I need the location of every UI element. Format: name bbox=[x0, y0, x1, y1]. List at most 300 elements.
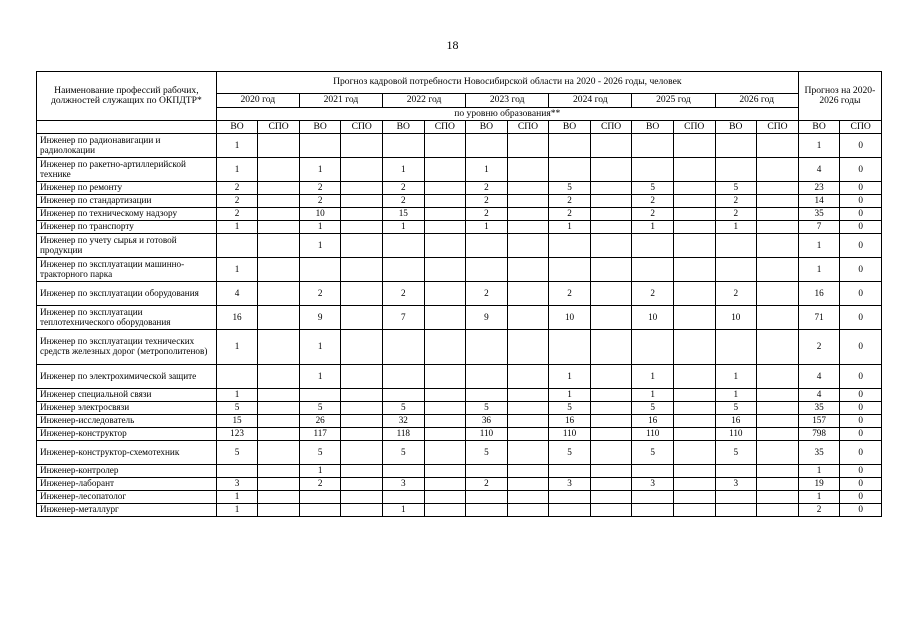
value-cell: 1 bbox=[299, 221, 341, 234]
header-level: ВО bbox=[216, 121, 258, 134]
value-cell: 1 bbox=[466, 158, 508, 182]
value-cell bbox=[466, 365, 508, 389]
value-cell bbox=[341, 478, 383, 491]
value-cell: 10 bbox=[299, 208, 341, 221]
table-row bbox=[37, 282, 882, 306]
value-cell: 2 bbox=[715, 195, 757, 208]
value-cell: 2 bbox=[715, 282, 757, 306]
value-cell bbox=[507, 402, 549, 415]
value-cell: 1 bbox=[715, 221, 757, 234]
value-cell: 2 bbox=[383, 282, 425, 306]
table-row bbox=[37, 365, 882, 389]
value-cell: 2 bbox=[299, 182, 341, 195]
profession-name: Инженер по транспорту bbox=[37, 221, 217, 234]
value-cell bbox=[258, 221, 300, 234]
value-cell bbox=[424, 258, 466, 282]
value-cell: 32 bbox=[383, 415, 425, 428]
value-cell: 1 bbox=[632, 221, 674, 234]
value-cell bbox=[673, 208, 715, 221]
value-cell: 0 bbox=[840, 221, 882, 234]
value-cell bbox=[590, 195, 632, 208]
value-cell: 1 bbox=[299, 365, 341, 389]
value-cell bbox=[258, 234, 300, 258]
table-row bbox=[37, 415, 882, 428]
value-cell bbox=[258, 158, 300, 182]
value-cell: 5 bbox=[632, 441, 674, 465]
profession-name: Инженер по эксплуатации машинно-тракторного парка bbox=[37, 258, 217, 282]
value-cell: 0 bbox=[840, 504, 882, 517]
value-cell bbox=[341, 389, 383, 402]
value-cell: 0 bbox=[840, 441, 882, 465]
value-cell: 117 bbox=[299, 428, 341, 441]
value-cell: 5 bbox=[299, 441, 341, 465]
value-cell bbox=[466, 465, 508, 478]
value-cell: 110 bbox=[632, 428, 674, 441]
value-cell: 2 bbox=[632, 282, 674, 306]
value-cell bbox=[466, 234, 508, 258]
value-cell bbox=[673, 234, 715, 258]
value-cell bbox=[590, 402, 632, 415]
header-year: 2024 год bbox=[549, 94, 632, 108]
value-cell bbox=[549, 465, 591, 478]
header-level: СПО bbox=[590, 121, 632, 134]
value-cell bbox=[383, 465, 425, 478]
value-cell: 1 bbox=[798, 234, 840, 258]
value-cell bbox=[341, 134, 383, 158]
value-cell: 35 bbox=[798, 402, 840, 415]
value-cell bbox=[424, 491, 466, 504]
table-row bbox=[37, 504, 882, 517]
value-cell: 1 bbox=[216, 158, 258, 182]
value-cell bbox=[715, 158, 757, 182]
value-cell bbox=[424, 134, 466, 158]
value-cell: 16 bbox=[549, 415, 591, 428]
table-row bbox=[37, 389, 882, 402]
value-cell bbox=[632, 330, 674, 365]
value-cell: 16 bbox=[798, 282, 840, 306]
value-cell: 2 bbox=[466, 182, 508, 195]
table-row bbox=[37, 208, 882, 221]
value-cell: 15 bbox=[216, 415, 258, 428]
value-cell bbox=[341, 234, 383, 258]
value-cell: 110 bbox=[715, 428, 757, 441]
value-cell bbox=[258, 478, 300, 491]
table-row bbox=[37, 491, 882, 504]
table-row bbox=[37, 441, 882, 465]
value-cell bbox=[715, 491, 757, 504]
value-cell bbox=[258, 491, 300, 504]
value-cell bbox=[590, 134, 632, 158]
value-cell: 0 bbox=[840, 389, 882, 402]
value-cell: 1 bbox=[299, 330, 341, 365]
value-cell bbox=[673, 306, 715, 330]
value-cell: 9 bbox=[466, 306, 508, 330]
header-level: ВО bbox=[549, 121, 591, 134]
value-cell bbox=[757, 465, 799, 478]
value-cell bbox=[549, 158, 591, 182]
value-cell bbox=[341, 465, 383, 478]
value-cell bbox=[424, 195, 466, 208]
value-cell bbox=[590, 182, 632, 195]
header-level: СПО bbox=[840, 121, 882, 134]
value-cell bbox=[673, 282, 715, 306]
value-cell: 0 bbox=[840, 365, 882, 389]
value-cell: 2 bbox=[383, 182, 425, 195]
profession-name: Инженер по ракетно-артиллерийской технике bbox=[37, 158, 217, 182]
value-cell: 1 bbox=[798, 465, 840, 478]
table-header bbox=[37, 72, 882, 134]
table-row bbox=[37, 465, 882, 478]
header-year: 2020 год bbox=[216, 94, 299, 108]
value-cell: 0 bbox=[840, 158, 882, 182]
value-cell bbox=[383, 389, 425, 402]
value-cell: 5 bbox=[216, 441, 258, 465]
value-cell bbox=[341, 258, 383, 282]
value-cell: 35 bbox=[798, 208, 840, 221]
value-cell: 10 bbox=[632, 306, 674, 330]
value-cell: 1 bbox=[383, 221, 425, 234]
table-body bbox=[37, 134, 882, 517]
value-cell bbox=[757, 504, 799, 517]
value-cell: 2 bbox=[216, 195, 258, 208]
value-cell bbox=[507, 478, 549, 491]
value-cell bbox=[424, 428, 466, 441]
value-cell bbox=[424, 389, 466, 402]
value-cell: 7 bbox=[383, 306, 425, 330]
header-level: СПО bbox=[673, 121, 715, 134]
value-cell bbox=[549, 234, 591, 258]
value-cell: 5 bbox=[216, 402, 258, 415]
value-cell: 1 bbox=[216, 134, 258, 158]
value-cell bbox=[673, 134, 715, 158]
value-cell: 10 bbox=[549, 306, 591, 330]
value-cell: 3 bbox=[383, 478, 425, 491]
value-cell bbox=[590, 504, 632, 517]
value-cell bbox=[757, 415, 799, 428]
value-cell: 1 bbox=[216, 221, 258, 234]
value-cell bbox=[258, 441, 300, 465]
value-cell: 0 bbox=[840, 195, 882, 208]
value-cell bbox=[258, 504, 300, 517]
value-cell: 5 bbox=[383, 441, 425, 465]
value-cell bbox=[715, 258, 757, 282]
value-cell bbox=[590, 428, 632, 441]
value-cell bbox=[715, 134, 757, 158]
value-cell bbox=[341, 428, 383, 441]
value-cell bbox=[673, 504, 715, 517]
value-cell: 10 bbox=[715, 306, 757, 330]
value-cell bbox=[549, 330, 591, 365]
value-cell: 1 bbox=[549, 389, 591, 402]
value-cell bbox=[299, 504, 341, 517]
profession-name: Инженер электросвязи bbox=[37, 402, 217, 415]
value-cell bbox=[757, 195, 799, 208]
value-cell bbox=[341, 402, 383, 415]
value-cell: 15 bbox=[383, 208, 425, 221]
value-cell bbox=[757, 134, 799, 158]
value-cell bbox=[673, 389, 715, 402]
profession-name: Инженер по эксплуатации оборудования bbox=[37, 282, 217, 306]
table-row bbox=[37, 182, 882, 195]
value-cell: 0 bbox=[840, 282, 882, 306]
value-cell bbox=[258, 208, 300, 221]
value-cell bbox=[632, 491, 674, 504]
value-cell bbox=[673, 365, 715, 389]
value-cell: 110 bbox=[466, 428, 508, 441]
value-cell bbox=[549, 258, 591, 282]
table-row bbox=[37, 195, 882, 208]
value-cell bbox=[632, 465, 674, 478]
value-cell: 2 bbox=[299, 478, 341, 491]
value-cell bbox=[757, 282, 799, 306]
value-cell: 798 bbox=[798, 428, 840, 441]
header-year: 2025 год bbox=[632, 94, 715, 108]
value-cell: 1 bbox=[715, 389, 757, 402]
header-levels-row bbox=[37, 121, 882, 134]
profession-name: Инженер по техническому надзору bbox=[37, 208, 217, 221]
value-cell bbox=[383, 365, 425, 389]
value-cell bbox=[341, 195, 383, 208]
value-cell bbox=[590, 478, 632, 491]
header-level: СПО bbox=[341, 121, 383, 134]
value-cell: 123 bbox=[216, 428, 258, 441]
value-cell: 5 bbox=[466, 402, 508, 415]
value-cell bbox=[507, 134, 549, 158]
value-cell: 5 bbox=[715, 402, 757, 415]
value-cell bbox=[341, 208, 383, 221]
value-cell: 35 bbox=[798, 441, 840, 465]
value-cell: 4 bbox=[216, 282, 258, 306]
value-cell bbox=[299, 491, 341, 504]
value-cell: 14 bbox=[798, 195, 840, 208]
value-cell: 0 bbox=[840, 134, 882, 158]
value-cell: 2 bbox=[299, 195, 341, 208]
value-cell: 2 bbox=[798, 504, 840, 517]
value-cell: 3 bbox=[549, 478, 591, 491]
value-cell: 1 bbox=[798, 134, 840, 158]
header-level: ВО bbox=[798, 121, 840, 134]
profession-name: Инженер специальной связи bbox=[37, 389, 217, 402]
profession-name: Инженер по ремонту bbox=[37, 182, 217, 195]
value-cell bbox=[673, 258, 715, 282]
value-cell bbox=[466, 134, 508, 158]
profession-name: Инженер-контролер bbox=[37, 465, 217, 478]
value-cell bbox=[424, 158, 466, 182]
value-cell: 1 bbox=[632, 389, 674, 402]
value-cell bbox=[715, 234, 757, 258]
value-cell: 4 bbox=[798, 365, 840, 389]
value-cell bbox=[673, 491, 715, 504]
value-cell: 5 bbox=[715, 441, 757, 465]
value-cell bbox=[258, 365, 300, 389]
value-cell bbox=[258, 134, 300, 158]
value-cell bbox=[258, 258, 300, 282]
header-level: СПО bbox=[424, 121, 466, 134]
value-cell: 118 bbox=[383, 428, 425, 441]
value-cell: 0 bbox=[840, 182, 882, 195]
value-cell: 36 bbox=[466, 415, 508, 428]
value-cell: 5 bbox=[715, 182, 757, 195]
value-cell: 9 bbox=[299, 306, 341, 330]
header-level: СПО bbox=[757, 121, 799, 134]
profession-name: Инженер-конструктор-схемотехник bbox=[37, 441, 217, 465]
header-year: 2023 год bbox=[466, 94, 549, 108]
profession-name: Инженер-лесопатолог bbox=[37, 491, 217, 504]
value-cell: 3 bbox=[216, 478, 258, 491]
value-cell: 0 bbox=[840, 306, 882, 330]
profession-name: Инженер-конструктор bbox=[37, 428, 217, 441]
value-cell bbox=[590, 282, 632, 306]
value-cell: 2 bbox=[299, 282, 341, 306]
value-cell bbox=[673, 415, 715, 428]
value-cell bbox=[424, 478, 466, 491]
value-cell bbox=[507, 158, 549, 182]
value-cell: 5 bbox=[549, 402, 591, 415]
value-cell bbox=[258, 195, 300, 208]
value-cell bbox=[757, 221, 799, 234]
value-cell: 2 bbox=[549, 195, 591, 208]
value-cell bbox=[757, 258, 799, 282]
value-cell bbox=[590, 221, 632, 234]
value-cell: 2 bbox=[383, 195, 425, 208]
value-cell: 2 bbox=[466, 282, 508, 306]
value-cell bbox=[341, 504, 383, 517]
profession-name: Инженер-исследователь bbox=[37, 415, 217, 428]
value-cell bbox=[590, 365, 632, 389]
value-cell: 0 bbox=[840, 465, 882, 478]
value-cell: 2 bbox=[466, 195, 508, 208]
value-cell: 4 bbox=[798, 389, 840, 402]
value-cell bbox=[507, 428, 549, 441]
value-cell: 0 bbox=[840, 491, 882, 504]
value-cell: 2 bbox=[466, 478, 508, 491]
table-row bbox=[37, 258, 882, 282]
value-cell bbox=[341, 158, 383, 182]
value-cell: 1 bbox=[798, 258, 840, 282]
value-cell bbox=[424, 465, 466, 478]
value-cell bbox=[507, 365, 549, 389]
value-cell: 1 bbox=[216, 491, 258, 504]
value-cell: 4 bbox=[798, 158, 840, 182]
value-cell bbox=[424, 365, 466, 389]
value-cell bbox=[673, 221, 715, 234]
value-cell bbox=[757, 365, 799, 389]
value-cell bbox=[507, 195, 549, 208]
value-cell bbox=[507, 208, 549, 221]
value-cell bbox=[341, 330, 383, 365]
value-cell bbox=[383, 258, 425, 282]
table-row bbox=[37, 306, 882, 330]
value-cell bbox=[757, 306, 799, 330]
value-cell bbox=[590, 208, 632, 221]
table-row bbox=[37, 330, 882, 365]
value-cell bbox=[757, 389, 799, 402]
value-cell: 1 bbox=[549, 221, 591, 234]
value-cell bbox=[757, 428, 799, 441]
value-cell: 1 bbox=[715, 365, 757, 389]
value-cell: 1 bbox=[798, 491, 840, 504]
value-cell: 2 bbox=[216, 208, 258, 221]
value-cell bbox=[383, 134, 425, 158]
value-cell bbox=[507, 491, 549, 504]
header-year: 2026 год bbox=[715, 94, 798, 108]
value-cell: 16 bbox=[216, 306, 258, 330]
value-cell: 2 bbox=[632, 195, 674, 208]
value-cell bbox=[673, 195, 715, 208]
value-cell: 0 bbox=[840, 428, 882, 441]
value-cell bbox=[590, 234, 632, 258]
value-cell: 5 bbox=[549, 441, 591, 465]
header-level: ВО bbox=[299, 121, 341, 134]
value-cell: 5 bbox=[549, 182, 591, 195]
profession-name: Инженер по эксплуатации теплотехнического оборудования bbox=[37, 306, 217, 330]
value-cell bbox=[757, 441, 799, 465]
header-level: ВО bbox=[632, 121, 674, 134]
value-cell: 1 bbox=[299, 158, 341, 182]
value-cell: 0 bbox=[840, 234, 882, 258]
value-cell bbox=[632, 504, 674, 517]
value-cell bbox=[424, 234, 466, 258]
value-cell bbox=[507, 282, 549, 306]
value-cell bbox=[383, 330, 425, 365]
value-cell: 0 bbox=[840, 402, 882, 415]
value-cell: 1 bbox=[466, 221, 508, 234]
table-row bbox=[37, 234, 882, 258]
value-cell bbox=[466, 258, 508, 282]
value-cell bbox=[673, 402, 715, 415]
table-row bbox=[37, 221, 882, 234]
value-cell bbox=[632, 234, 674, 258]
value-cell: 0 bbox=[840, 415, 882, 428]
value-cell bbox=[507, 234, 549, 258]
value-cell bbox=[258, 415, 300, 428]
value-cell bbox=[424, 402, 466, 415]
value-cell bbox=[549, 134, 591, 158]
value-cell bbox=[466, 491, 508, 504]
value-cell bbox=[466, 330, 508, 365]
forecast-table bbox=[36, 71, 882, 517]
value-cell bbox=[383, 234, 425, 258]
value-cell: 0 bbox=[840, 330, 882, 365]
value-cell bbox=[757, 491, 799, 504]
value-cell: 2 bbox=[549, 282, 591, 306]
value-cell: 3 bbox=[632, 478, 674, 491]
value-cell bbox=[258, 389, 300, 402]
value-cell: 23 bbox=[798, 182, 840, 195]
value-cell bbox=[549, 504, 591, 517]
header-forecast-title: Прогноз кадровой потребности Новосибирской области на 2020 - 2026 годы, человек bbox=[216, 72, 798, 94]
value-cell: 0 bbox=[840, 478, 882, 491]
value-cell bbox=[757, 158, 799, 182]
value-cell bbox=[590, 465, 632, 478]
value-cell: 2 bbox=[715, 208, 757, 221]
value-cell bbox=[507, 221, 549, 234]
value-cell: 5 bbox=[632, 402, 674, 415]
value-cell bbox=[299, 389, 341, 402]
value-cell bbox=[466, 389, 508, 402]
value-cell: 1 bbox=[383, 504, 425, 517]
value-cell bbox=[673, 441, 715, 465]
value-cell bbox=[590, 330, 632, 365]
value-cell bbox=[424, 330, 466, 365]
value-cell bbox=[341, 415, 383, 428]
table-row bbox=[37, 478, 882, 491]
value-cell bbox=[673, 330, 715, 365]
value-cell bbox=[216, 234, 258, 258]
value-cell bbox=[757, 402, 799, 415]
value-cell bbox=[258, 402, 300, 415]
header-name-column: Наименование профессий рабочих, должностей служащих по ОКПДТР* bbox=[37, 72, 217, 121]
